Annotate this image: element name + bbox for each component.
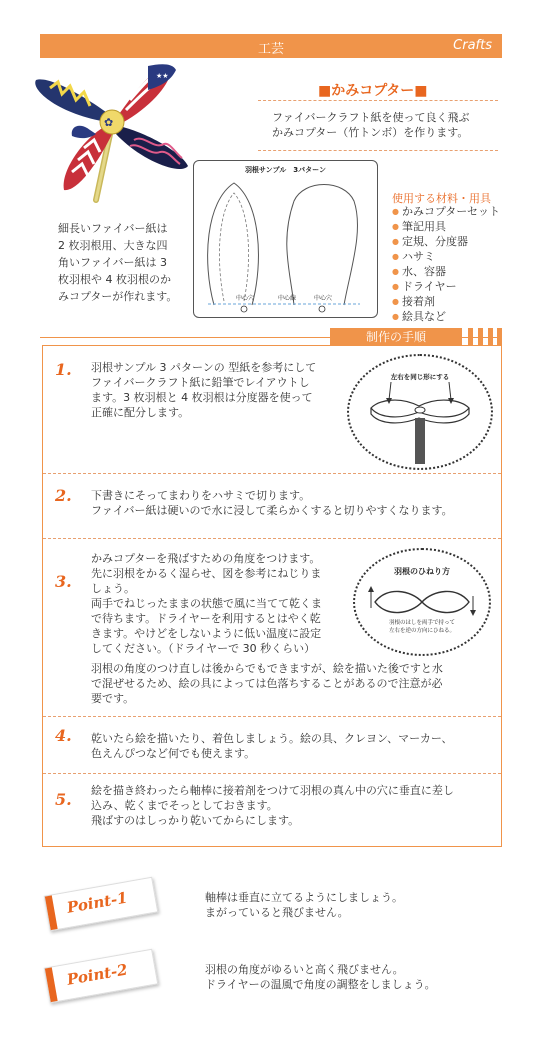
step-number: 1. [55,360,72,379]
step-line: してください。（ドライヤーで 30 秒くらい） [91,642,316,655]
description-line: 2 枚羽根用、大きな四 [58,239,168,252]
stripe-decoration [497,328,502,346]
steps-box [42,345,502,847]
diagram-symmetric-blade [347,354,493,470]
page-title: ■かみコプター■ [318,83,428,99]
center-hole-label: 中心穴 [236,295,255,302]
step-number: 2. [55,486,72,505]
kamicopter-illustration [30,60,190,210]
step-divider [43,473,501,474]
step-text [91,731,491,761]
template-caption: 羽根サンプル 3パターン [244,166,327,174]
step-line: 要です。 [91,692,135,705]
step-line: で待ちます。ドライヤーを利用するとはやく乾 [91,612,321,625]
step-line: 両手でねじったままの状態で風に当てて乾くま [91,597,322,610]
step-number: 4. [55,726,72,745]
center-line-label: 中心線 [278,295,297,302]
description-line: 角いファイバー紙は 3 [58,256,168,269]
material-item: ● 接着剤 [392,294,500,309]
step-line: しょう。 [91,582,135,595]
step-line: ファイバークラフト紙に鉛筆でレイアウトし [91,376,310,389]
step-line: 先に羽根をかるく湿らせ、図を参考にねじりま [91,567,322,580]
header-bar [40,34,502,58]
stripe-decoration [488,328,493,346]
point-2-tag [44,949,159,1004]
description-text [58,220,188,305]
diagram-twist-blade [353,548,491,656]
materials-title: 使用する材料・用具 [392,192,491,205]
step-line: きます。やけどをしないように低い温度に設定 [91,627,322,640]
point-2-text [205,962,436,992]
step-line: 飛ばすのはしっかり乾いてからにします。 [91,814,300,827]
header-title: 工芸 [257,42,284,57]
step-line: 下書きにそってまわりをハサミで切ります。 [91,489,311,502]
lead-line: ファイバークラフト紙を使って良く飛ぶ [272,111,470,124]
step-line: ファイバー紙は硬いので水に浸して柔らかくすると切りやすくなります。 [91,504,453,517]
step-line: 絵を描き終わったら軸棒に接着剤をつけて羽根の真ん中の穴に垂直に差し [91,784,454,797]
diagram-note: 左右を逆の方向にひねる。 [388,628,455,634]
step-text [91,783,496,828]
divider [258,100,498,101]
description-line: 細長いファイバー紙は [58,222,168,235]
description-line: みコプターが作れます。 [58,290,178,303]
lead-line: かみコプター（竹トンボ）を作ります。 [272,126,469,139]
blade-shape-icon [349,356,491,468]
step-number: 3. [55,572,72,591]
material-item: ● 筆記用具 [392,219,500,234]
step-text [91,488,491,518]
material-item: ● 絵具など [392,309,500,324]
step-line: 羽根の角度のつけ直しは後からでもできますが、絵を描いた後ですと水 [91,662,443,675]
lead-text [272,110,470,140]
description-line: 枚羽根や 4 枚羽根のか [58,273,171,286]
header-subtitle: Crafts [453,38,492,53]
step-line: 羽根サンプル 3 パターンの 型紙を参考にして [91,361,317,374]
step-line: ます。3 枚羽根と 4 枚羽根は分度器を使って [91,391,313,404]
material-item: ● 定規、分度器 [392,234,500,249]
point-line: まがっていると飛びません。 [205,906,349,919]
point-line: ドライヤーの温風で角度の調整をしましょう。 [205,978,436,991]
material-item: ● 水、容器 [392,264,500,279]
step-text [91,551,353,656]
material-item: ● ドライヤー [392,279,500,294]
tag-bar [45,967,58,1002]
step-number: 5. [55,790,72,809]
center-hole-label: 中心穴 [314,295,333,302]
step-line: 色えんぴつなど何でも使えます。 [91,747,256,760]
stripe-decoration [468,328,473,346]
tag-bar [45,895,58,930]
step-line: 正確に配分します。 [91,406,190,419]
point-2-label: Point-2 [65,960,129,989]
step-line: 乾いたら絵を描いたり、着色しましょう。絵の具、クレヨン、マーカー、 [91,732,453,745]
step-divider [43,538,501,539]
procedure-title: 制作の手順 [330,328,462,346]
step-divider [43,773,501,774]
point-line: 羽根の角度がゆるいと高く飛びません。 [205,963,404,976]
stripe-decoration [478,328,483,346]
blade-template-diagram [193,160,378,318]
diagram-note: 羽根のはしを両手で持って [388,620,455,626]
point-1-label: Point-1 [65,888,129,917]
diagram-label: 左右を同じ形にする [390,373,450,381]
step-divider [43,716,501,717]
divider [258,150,498,151]
material-item: ● ハサミ [392,249,500,264]
point-line: 軸棒は垂直に立てるようにしましょう。 [205,891,403,904]
materials-list [392,204,500,324]
point-1-text [205,890,403,920]
step-text [91,360,351,420]
point-1-tag [44,877,159,932]
material-item: ● かみコプターセット [392,204,500,219]
step-line: で混ぜせるため、絵の具によっては色落ちすることがあるので注意が必 [91,677,443,690]
twist-icon [355,550,489,654]
step-line: 込み、乾くまでそっとしておきます。 [91,799,278,812]
step-line: かみコプターを飛ばすための角度をつけます。 [91,552,321,565]
step-note [91,661,491,706]
svg-text:✿: ✿ [104,116,114,129]
svg-text:★★: ★★ [156,72,169,80]
diagram-title: 羽根のひねり方 [394,567,450,576]
